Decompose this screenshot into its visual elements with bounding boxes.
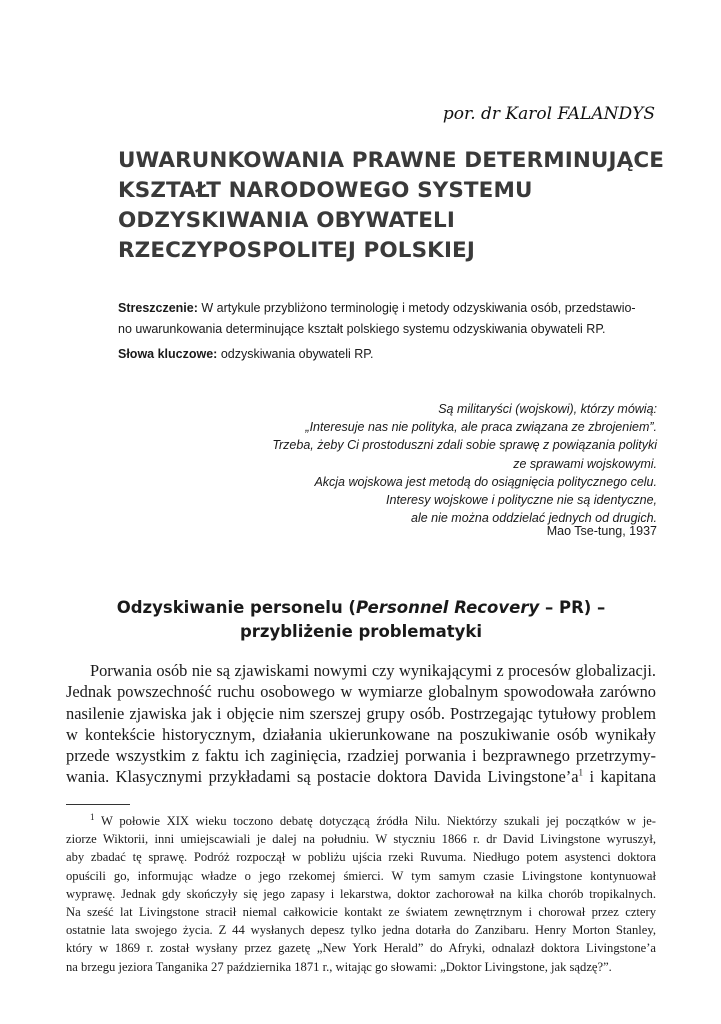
section-heading-line2: przybliżenie problematyki	[239, 622, 483, 641]
footnote-line: W połowie XIX wieku toczono debatę dotyczącą źródła Nilu. Niektórzy szukali jej początków w je-	[94, 814, 656, 828]
footnote	[66, 812, 656, 976]
abstract-text-line: no uwarunkowania determinujące kształt polskiego systemu odzyskiwania obywateli RP.	[118, 322, 606, 336]
body-paragraph	[66, 660, 656, 788]
footnote-line: na brzegu jeziora Tanganika 27 października 1871 r., witając go słowami: „Doktor Livingstone, jak sądzę?”.	[66, 959, 612, 974]
article-title	[118, 146, 678, 266]
abstract	[118, 298, 658, 340]
footnote-line: ostatnie lata swojego życia. Z 44 wysłanych depesz tylko jedna dotarła do Zanzibaru. Henry Morton Stanley,	[66, 923, 656, 938]
keywords-label: Słowa kluczowe:	[118, 347, 218, 361]
footnote-marker: 1	[90, 811, 95, 822]
epigraph-line: Akcja wojskowa jest metodą do osiągnięcia politycznego celu.	[314, 474, 657, 489]
abstract-text-line: W artykule przybliżono terminologię i metody odzyskiwania osób, przedstawio-	[197, 301, 636, 315]
epigraph-line: ze sprawami wojskowymi.	[513, 456, 657, 471]
footnote-line: który w 1869 r. został wysłany przez gazetę „New York Herald” do Afryki, odnalazł doktora Livingstone’a	[66, 941, 656, 956]
body-line-text: i kapitana	[583, 767, 656, 787]
title-line: RZECZYPOSPOLITEJ POLSKIEJ	[118, 238, 475, 263]
abstract-label: Streszczenie:	[118, 301, 198, 315]
section-heading	[66, 596, 656, 644]
footnote-line: opuścili go, informując władze o jego rzekomej śmierci. W tym samym czasie Livingstone kontynuował	[66, 868, 656, 883]
epigraph-line: Interesy wojskowe i polityczne nie są identyczne,	[386, 493, 657, 508]
body-line: w kontekście historycznym, działania ukierunkowane na poszukiwanie osób wynikały	[66, 724, 656, 744]
epigraph-line: Są militaryści (wojskowi), którzy mówią:	[438, 402, 657, 416]
body-line: Porwania osób nie są zjawiskami nowymi czy wynikającymi z procesów globalizacji.	[90, 661, 656, 680]
title-line: KSZTAŁT NARODOWEGO SYSTEMU	[118, 178, 533, 203]
title-line: ODZYSKIWANIA OBYWATELI	[118, 208, 455, 233]
epigraph-line: ale nie można oddzielać jednych od drugich.	[411, 511, 657, 526]
footnote-line: Na sześć lat Livingstone stracił niemal całkowicie kontakt ze światem zewnętrznym i chorował przez cztery	[66, 905, 656, 920]
epigraph-quote	[237, 400, 657, 527]
footnote-reference[interactable]: 1	[578, 768, 584, 779]
epigraph-line: Trzeba, żeby Ci prostoduszni zdali sobie sprawę z powiązania polityki	[272, 438, 657, 453]
keywords-text: odzyskiwania obywateli RP.	[217, 347, 374, 361]
footnote-line: wyprawę. Jednak gdy skończyły się jego zapasy i lekarstwa, doktor zachorował na kilka chorób tropikalnych.	[66, 886, 656, 901]
keywords	[118, 344, 658, 365]
author-name: por. dr Karol FALANDYS	[442, 104, 655, 124]
section-heading-text: Odzyskiwanie personelu (	[116, 598, 356, 617]
body-line: nasilenie zjawiska jak i objęcie nim szerszej grupy osób. Postrzegając tytułowy problem	[66, 703, 656, 723]
epigraph-source: Mao Tse-tung, 1937	[546, 524, 657, 538]
footnote-line: aby zbadać tę sprawę. Podróż rozpoczął w pobliżu ujścia rzeki Ruvuma. Niedługo potem asystenci doktora	[66, 850, 656, 865]
footnote-line: ziorze Wiktorii, inni umiejscawiali je dalej na południu. W styczniu 1866 r. dr David Livingstone wyruszył,	[66, 832, 656, 847]
title-line: UWARUNKOWANIA PRAWNE DETERMINUJĄCE	[118, 148, 664, 173]
body-line	[66, 766, 656, 787]
body-line-text: wania. Klasycznymi przykładami są postacie doktora Davida Livingstone’a	[66, 767, 579, 787]
section-heading-text: – PR) –	[539, 598, 606, 617]
body-line: przede wszystkim z faktu ich zaginięcia, rzadziej porwania i bezprawnego przetrzymy-	[66, 746, 656, 766]
body-line: Jednak powszechność ruchu osobowego w wymiarze globalnym spowodowała zarówno	[66, 682, 656, 702]
epigraph-line: „Interesuje nas nie polityka, ale praca związana ze zbrojeniem”.	[305, 420, 657, 435]
footnote-divider	[66, 804, 130, 805]
section-heading-italic: Personnel Recovery	[355, 598, 540, 617]
